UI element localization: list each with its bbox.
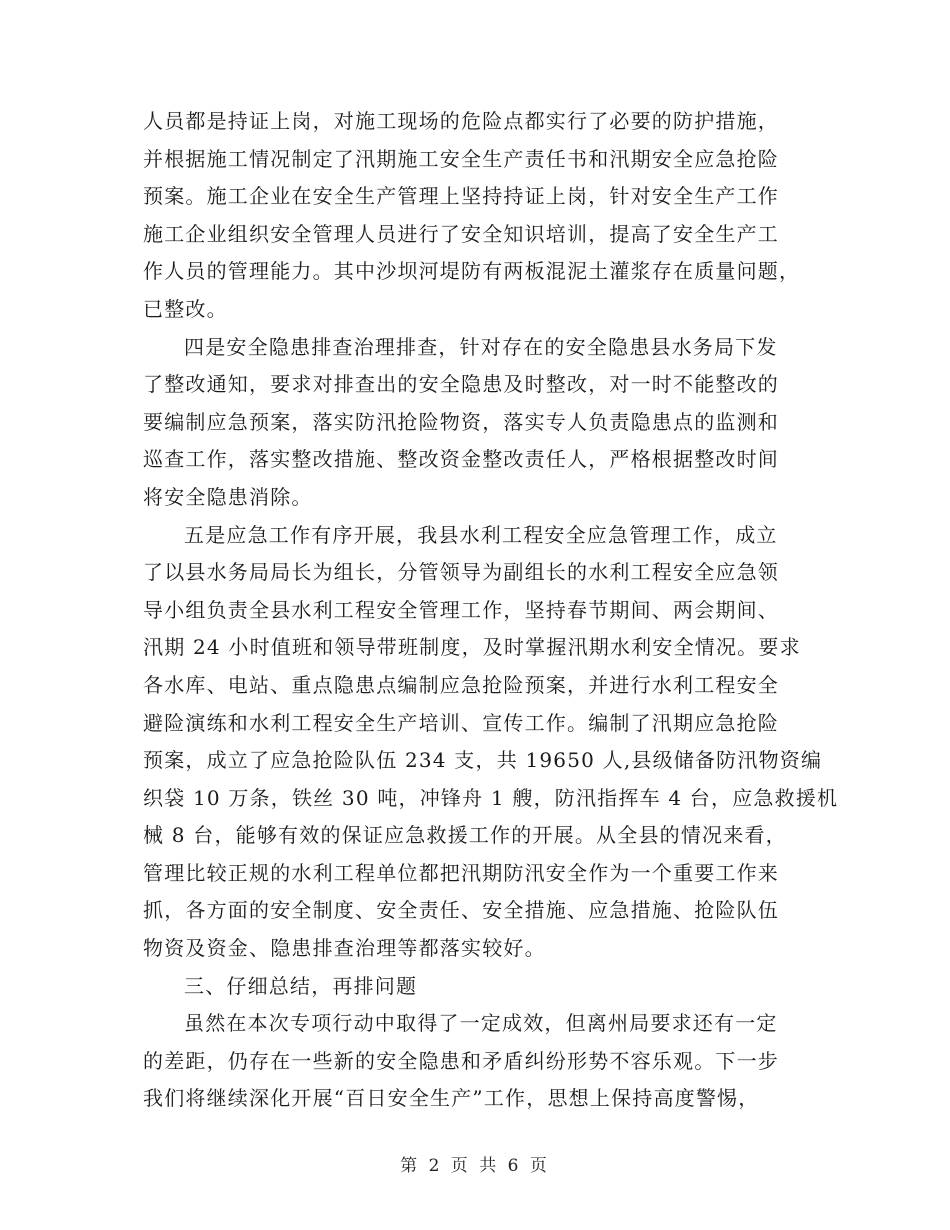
text-line: 械 8 台，能够有效的保证应急救援工作的开展。从全县的情况来看， [143,823,787,848]
text-line: 我们将继续深化开展“百日安全生产”工作，思想上保持高度警惕， [143,1086,760,1111]
text-line: 并根据施工情况制定了汛期施工安全生产责任书和汛期安全应急抢险 [143,146,779,171]
text-line: 避险演练和水利工程安全生产培训、宣传工作。编制了汛期应急抢险 [143,710,779,735]
text-line: 作人员的管理能力。其中沙坝河堤防有两板混泥土灌浆存在质量问题， [143,259,801,284]
text-line: 人员都是持证上岗，对施工现场的危险点都实行了必要的防护措施， [143,109,779,133]
text-line: 物资及资金、隐患排查治理等都落实较好。 [143,936,546,961]
text-line: 五是应急工作有序开展，我县水利工程安全应急管理工作，成立 [184,522,778,547]
text-line: 汛期 24 小时值班和领导带班制度，及时掌握汛期水利安全情况。要求 [143,635,801,660]
text-line: 将安全隐患消除。 [143,484,313,509]
body-text [143,103,839,1118]
text-line: 施工企业组织安全管理人员进行了安全知识培训，提高了安全生产工 [143,221,779,246]
text-line: 织袋 10 万条，铁丝 30 吨，冲锋舟 1 艘，防汛指挥车 4 台，应急救援机 [143,785,839,810]
text-line: 预案。施工企业在安全生产管理上坚持持证上岗，针对安全生产工作 [143,184,779,209]
text-line: 巡查工作，落实整改措施、整改资金整改责任人，严格根据整改时间 [143,447,779,472]
text-line: 导小组负责全县水利工程安全管理工作，坚持春节期间、两会期间、 [143,597,779,622]
page-footer: 第 2 页 共 6 页 [400,1156,550,1176]
text-line: 要编制应急预案，落实防汛抢险物资，落实专人负责隐患点的监测和 [143,409,779,434]
text-line: 了以县水务局局长为组长，分管领导为副组长的水利工程安全应急领 [143,560,779,585]
text-line: 已整改。 [143,296,228,321]
text-line: 抓，各方面的安全制度、安全责任、安全措施、应急措施、抢险队伍 [143,898,779,923]
text-line: 了整改通知，要求对排查出的安全隐患及时整改，对一时不能整改的 [143,372,779,397]
text-line: 四是安全隐患排查治理排查，针对存在的安全隐患县水务局下发 [184,334,778,359]
text-line: 预案，成立了应急抢险队伍 234 支，共 19650 人,县级储备防汛物资编 [143,748,823,773]
text-line: 各水库、电站、重点隐患点编制应急抢险预案，并进行水利工程安全 [143,672,779,697]
text-line: 的差距，仍存在一些新的安全隐患和矛盾纠纷形势不容乐观。下一步 [143,1048,779,1073]
text-line: 管理比较正规的水利工程单位都把汛期防汛安全作为一个重要工作来 [143,860,779,885]
text-line: 三、仔细总结，再排问题 [184,973,418,998]
text-line: 虽然在本次专项行动中取得了一定成效，但离州局要求还有一定 [184,1011,778,1036]
